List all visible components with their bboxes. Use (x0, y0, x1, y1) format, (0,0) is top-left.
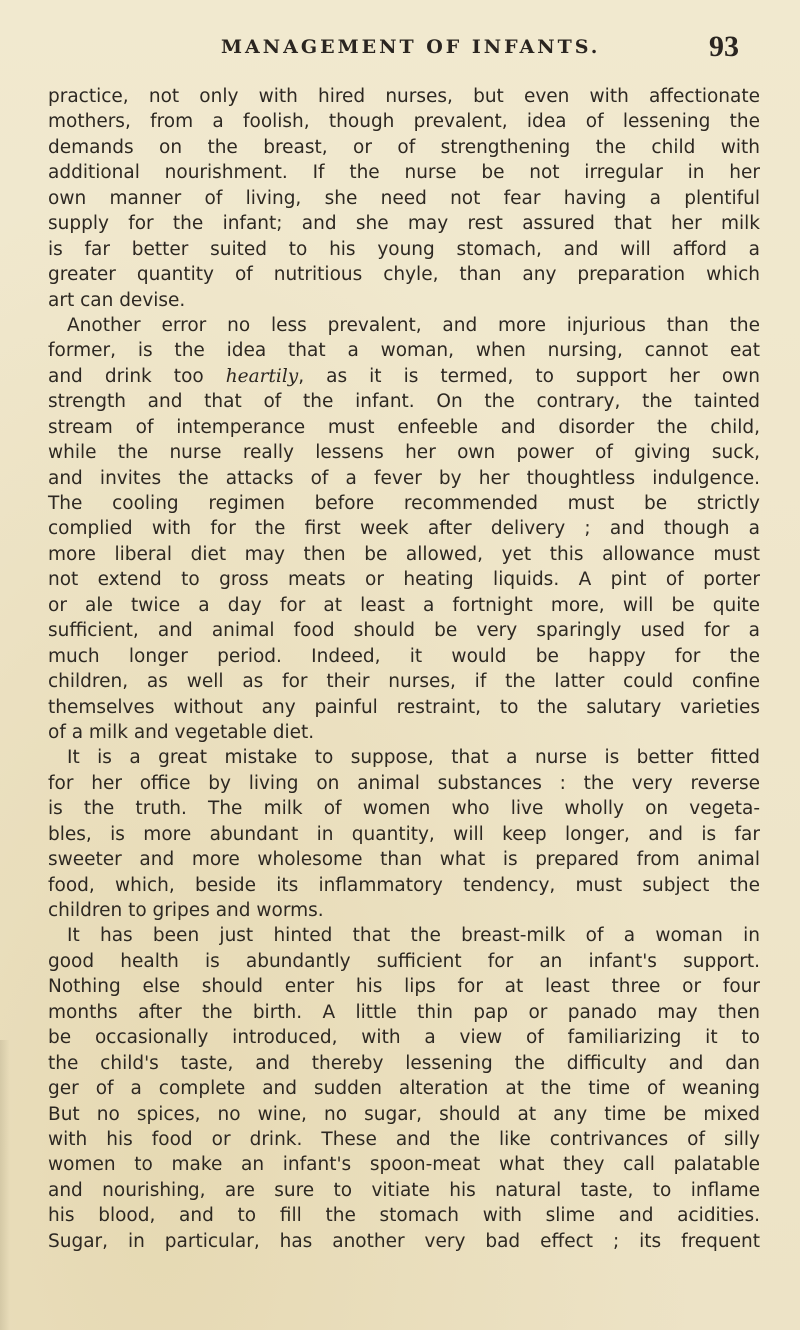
text-line: themselves without any painful restraint, to the salutary varieties (48, 696, 760, 718)
text-line: children, as well as for their nurses, if the latter could confine (48, 671, 760, 693)
text-line: bles, is more abundant in quantity, will keep longer, and is far (48, 823, 760, 845)
text-line: former, is the idea that a woman, when nursing, cannot eat (48, 340, 760, 362)
text-line: while the nurse really lessens her own power of giving suck, (48, 442, 760, 464)
text-line: additional nourishment. If the nurse be not irregular in her (48, 162, 760, 184)
emphasized-word: heartily (225, 365, 299, 387)
text-line: stream of intemperance must enfeeble and disorder the child, (48, 416, 760, 438)
text-line: of a milk and vegetable diet. (48, 721, 315, 743)
text-line: greater quantity of nutritious chyle, than any preparation which (48, 264, 760, 286)
text-line: The cooling regimen before recommended must be strictly (48, 493, 760, 514)
text-line: own manner of living, she need not fear having a plentiful (48, 187, 760, 209)
text-line: Nothing else should enter his lips for at least three or four (48, 976, 760, 998)
text-line: ger of a complete and sudden alteration at the time of weaning (48, 1078, 760, 1100)
text-line: art can devise. (48, 289, 186, 311)
text-line: food, which, beside its inflammatory tendency, must subject the (48, 874, 760, 896)
text-line: sweeter and more wholesome than what is prepared from animal (48, 849, 760, 871)
text-line: complied with for the first week after delivery ; and though a (48, 518, 760, 540)
text-segment: and drink too (48, 365, 226, 387)
text-line (48, 364, 760, 389)
text-line: with his food or drink. These and the like contrivances of silly (48, 1128, 760, 1150)
text-line: for her office by living on animal substances : the very reverse (48, 772, 760, 794)
text-segment: , as it is termed, to support her own (298, 365, 760, 387)
text-line: women to make an infant's spoon-meat what they call palatable (48, 1154, 760, 1176)
text-line: It has been just hinted that the breast-milk of a woman in (67, 925, 760, 947)
text-line: be occasionally introduced, with a view of familiarizing it to (48, 1027, 760, 1049)
text-line: is the truth. The milk of women who live wholly on vegeta- (48, 798, 760, 820)
text-line: children to gripes and worms. (48, 900, 324, 921)
text-line: and nourishing, are sure to vitiate his natural taste, to inflame (48, 1179, 760, 1201)
text-line: strength and that of the infant. On the contrary, the tainted (48, 391, 760, 413)
page-edge-shadow (0, 1040, 10, 1330)
text-line: But no spices, no wine, no sugar, should at any time be mixed (48, 1103, 760, 1125)
text-line: not extend to gross meats or heating liquids. A pint of porter (48, 569, 760, 591)
text-line: supply for the infant; and she may rest assured that her milk (48, 213, 760, 235)
text-line: and invites the attacks of a fever by her thoughtless indulgence. (48, 467, 760, 489)
running-head (0, 30, 800, 66)
text-line: the child's taste, and thereby lessening the difficulty and dan (48, 1052, 760, 1074)
text-line: or ale twice a day for at least a fortnight more, will be quite (48, 594, 760, 616)
text-line: months after the birth. A little thin pap or panado may then (48, 1001, 760, 1023)
running-title: MANAGEMENT OF INFANTS. (221, 36, 601, 58)
text-line: practice, not only with hired nurses, but even with affectionate (48, 86, 760, 107)
text-line: good health is abundantly sufficient for an infant's support. (48, 950, 760, 972)
text-line: sufficient, and animal food should be very sparingly used for a (48, 620, 760, 642)
text-line: his blood, and to fill the stomach with slime and acidities. (48, 1205, 760, 1227)
text-line: It is a great mistake to suppose, that a nurse is better fitted (67, 747, 760, 769)
text-line: much longer period. Indeed, it would be happy for the (48, 645, 760, 667)
text-line: more liberal diet may then be allowed, yet this allowance must (48, 543, 760, 565)
body-text (48, 84, 760, 1254)
text-line: mothers, from a foolish, though prevalent, idea of lessening the (48, 111, 760, 133)
text-line: demands on the breast, or of strengthening the child with (48, 136, 760, 158)
text-line: Sugar, in particular, has another very bad effect ; its frequent (48, 1230, 760, 1252)
text-line: is far better suited to his young stomach, and will afford a (48, 238, 760, 260)
text-line: Another error no less prevalent, and more injurious than the (67, 314, 760, 336)
page-number: 93 (709, 30, 739, 63)
